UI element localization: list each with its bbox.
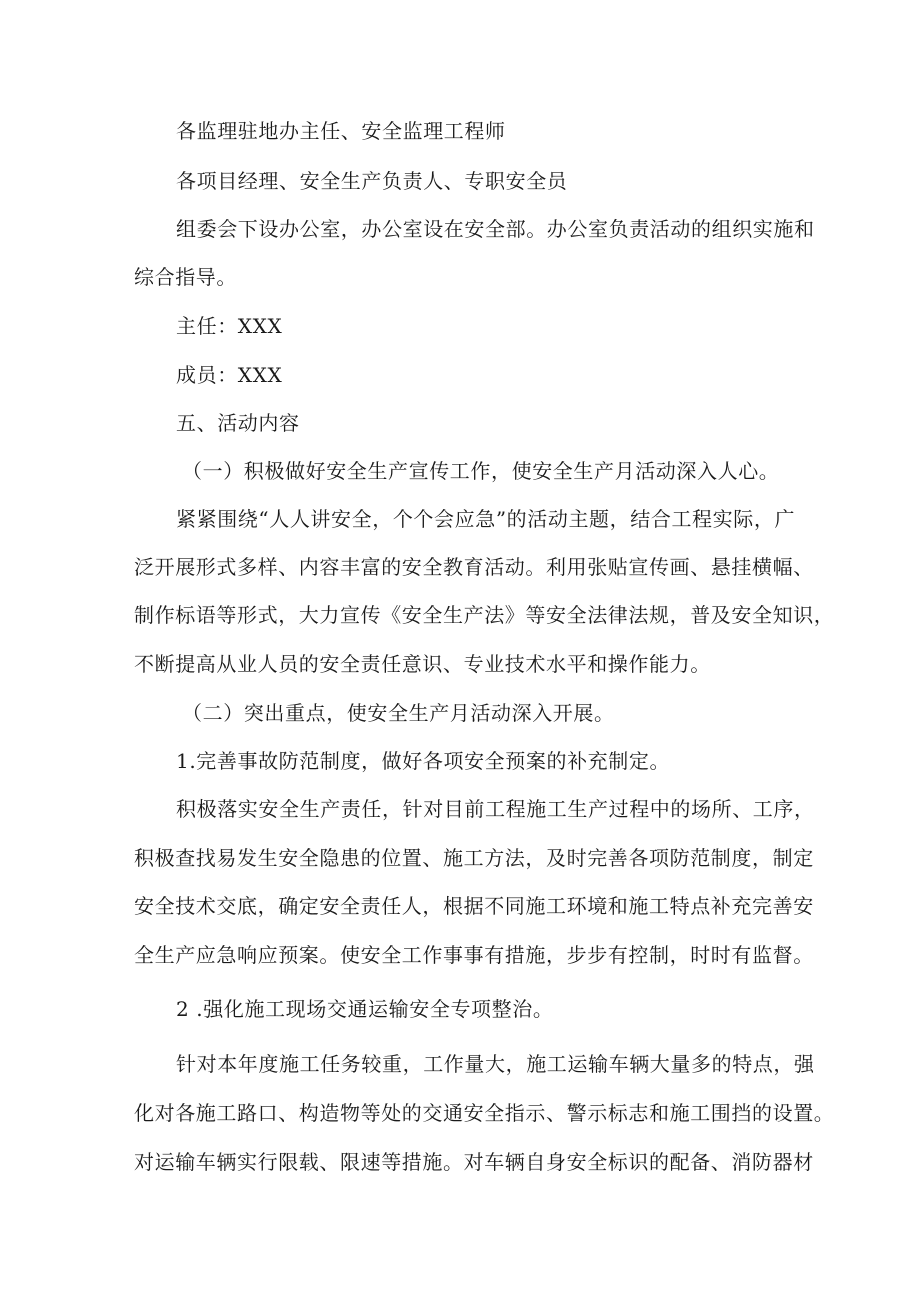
text-line-3: 组委会下设办公室，办公室设在安全部。办公室负责活动的组织实施和: [176, 217, 815, 241]
subsection-heading-2: （二）突出重点，使安全生产月活动深入开展。: [182, 701, 615, 725]
section-heading: 五、活动内容: [176, 411, 300, 435]
text-line-12: 不断提高从业人员的安全责任意识、专业技术水平和操作能力。: [134, 652, 711, 676]
text-line-10: 泛开展形式多样、内容丰富的安全教育活动。利用张贴宣传画、悬挂横幅、: [134, 555, 814, 579]
text-line-15: 积极落实安全生产责任，针对目前工程施工生产过程中的场所、工序，: [176, 797, 815, 821]
text-line-11: 制作标语等形式，大力宣传《安全生产法》等安全法律法规，普及安全知识，: [134, 603, 835, 627]
text-line-1: 各监理驻地办主任、安全监理工程师: [176, 119, 506, 143]
text-line-4: 综合指导。: [134, 265, 237, 289]
subsection-heading-1: （一）积极做好安全生产宣传工作，使安全生产月活动深入人心。: [182, 459, 780, 483]
text-line-6: 成员：XXX: [176, 363, 283, 387]
text-line-5: 主任：XXX: [176, 314, 283, 338]
text-line-9: 紧紧围绕“人人讲安全，个个会应急”的活动主题，结合工程实际，广: [176, 507, 796, 531]
text-line-17: 安全技术交底，确定安全责任人，根据不同施工环境和施工特点补充完善安: [134, 894, 814, 918]
item-heading-2: 2 .强化施工现场交通运输安全专项整治。: [176, 997, 554, 1021]
text-line-18: 全生产应急响应预案。使安全工作事事有措施，步步有控制，时时有监督。: [134, 943, 814, 967]
text-line-20: 针对本年度施工任务较重，工作量大，施工运输车辆大量多的特点，强: [176, 1052, 815, 1076]
text-line-16: 积极查找易发生安全隐患的位置、施工方法，及时完善各项防范制度，制定: [134, 846, 814, 870]
text-line-21: 化对各施工路口、构造物等处的交通安全指示、警示标志和施工围挡的设置。: [134, 1101, 835, 1125]
text-line-2: 各项目经理、安全生产负责人、专职安全员: [176, 169, 568, 193]
item-heading-1: 1.完善事故防范制度，做好各项安全预案的补充制定。: [176, 749, 671, 773]
text-line-22: 对运输车辆实行限载、限速等措施。对车辆自身安全标识的配备、消防器材: [134, 1150, 814, 1174]
